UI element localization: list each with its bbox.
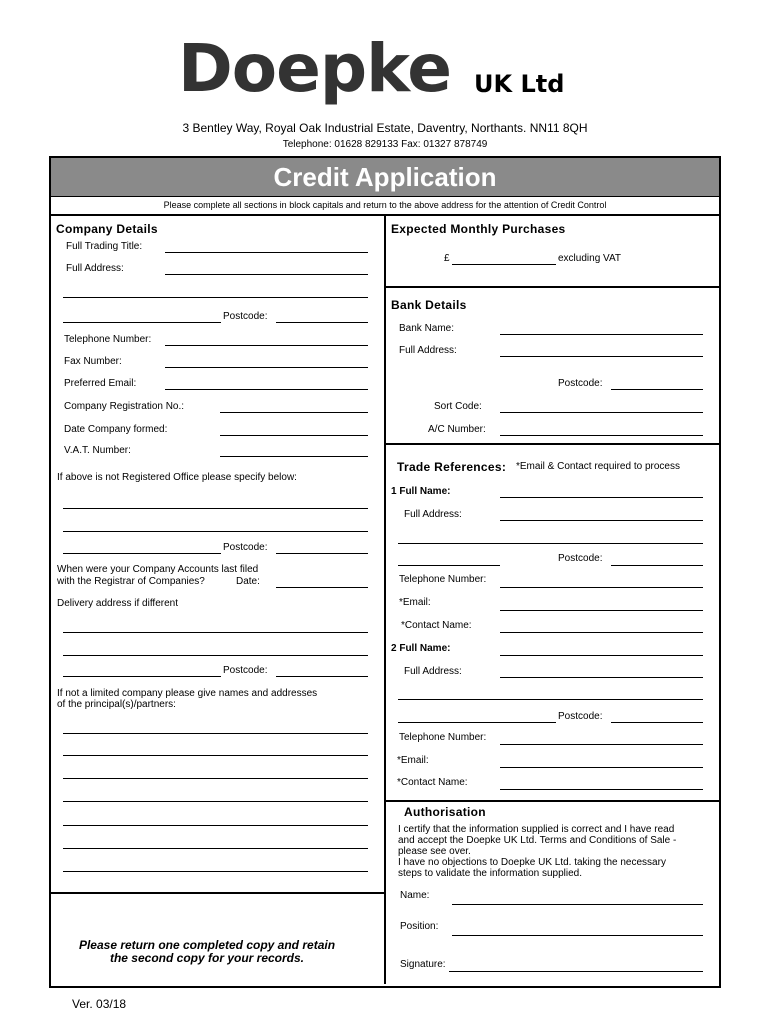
ref2-contact-field[interactable]: [500, 789, 703, 790]
delivery-address-field-3[interactable]: [63, 676, 221, 677]
trading-title-field[interactable]: [165, 252, 368, 253]
company-details-heading: Company Details: [56, 222, 158, 236]
registered-office-label: If above is not Registered Office please specify below:: [57, 472, 297, 483]
column-divider: [384, 215, 386, 984]
principals-field-5[interactable]: [63, 825, 368, 826]
accounts-question-line2: with the Registrar of Companies?: [57, 576, 205, 587]
authorisation-line: and accept the Doepke UK Ltd. Terms and Conditions of Sale -: [398, 835, 677, 846]
company-telephone-field[interactable]: [165, 345, 368, 346]
principals-label-line1: If not a limited company please give names and addresses: [57, 688, 318, 699]
principals-field-6[interactable]: [63, 848, 368, 849]
authorisation-line: I have no objections to Doepke UK Ltd. taking the necessary: [398, 857, 666, 868]
monthly-purchases-field[interactable]: [452, 264, 556, 265]
principals-field-4[interactable]: [63, 801, 368, 802]
ref2-name-field[interactable]: [500, 655, 703, 656]
ref1-address-field-2[interactable]: [398, 543, 703, 544]
ref1-contact-field[interactable]: [500, 632, 703, 633]
bank-address-field[interactable]: [500, 356, 703, 357]
ref2-address-field-2[interactable]: [398, 699, 703, 700]
auth-signature-field[interactable]: [449, 971, 703, 972]
trade-references-note: *Email & Contact required to process: [516, 461, 680, 472]
company-address-field-3[interactable]: [63, 322, 221, 323]
trade-references-heading: Trade References:: [397, 460, 507, 474]
ref1-name-field[interactable]: [500, 497, 703, 498]
delivery-postcode-field[interactable]: [276, 676, 368, 677]
delivery-address-field-1[interactable]: [63, 632, 368, 633]
sort-code-field[interactable]: [500, 412, 703, 413]
monthly-purchases-heading: Expected Monthly Purchases: [391, 222, 566, 236]
vat-number-label: V.A.T. Number:: [64, 445, 131, 456]
ref2-email-label: *Email:: [397, 755, 429, 766]
auth-signature-label: Signature:: [400, 959, 446, 970]
ref2-contact-label: *Contact Name:: [397, 777, 468, 788]
principals-field-3[interactable]: [63, 778, 368, 779]
bank-name-label: Bank Name:: [399, 323, 455, 334]
ref2-telephone-label: Telephone Number:: [399, 732, 487, 743]
auth-name-field[interactable]: [452, 904, 703, 905]
date-formed-field[interactable]: [220, 435, 368, 436]
ref1-address-field-1[interactable]: [500, 520, 703, 521]
delivery-address-field-2[interactable]: [63, 655, 368, 656]
ref1-contact-label: *Contact Name:: [401, 620, 472, 631]
delivery-address-label: Delivery address if different: [57, 598, 178, 609]
vat-number-field[interactable]: [220, 456, 368, 457]
company-address-field-1[interactable]: [165, 274, 368, 275]
ref1-telephone-field[interactable]: [500, 587, 703, 588]
company-email-field[interactable]: [165, 389, 368, 390]
auth-position-label: Position:: [400, 921, 439, 932]
authorisation-heading: Authorisation: [404, 805, 486, 819]
company-reg-field[interactable]: [220, 412, 368, 413]
trading-title-label: Full Trading Title:: [66, 241, 143, 252]
registered-office-postcode-label: Postcode:: [223, 542, 268, 553]
form-instructions: Please complete all sections in block capitals and return to the above address for the attention of Credit Control: [163, 200, 607, 210]
accounts-date-field[interactable]: [276, 587, 368, 588]
company-email-label: Preferred Email:: [64, 378, 137, 389]
form-title: Credit Application: [51, 158, 719, 196]
ref2-telephone-field[interactable]: [500, 744, 703, 745]
version-label: Ver. 03/18: [72, 997, 127, 1011]
ac-number-label: A/C Number:: [428, 424, 486, 435]
ref2-postcode-field[interactable]: [611, 722, 703, 723]
bank-postcode-label: Postcode:: [558, 378, 603, 389]
company-reg-label: Company Registration No.:: [64, 401, 185, 412]
bank-name-field[interactable]: [500, 334, 703, 335]
registered-office-postcode-field[interactable]: [276, 553, 368, 554]
company-contact-numbers: Telephone: 01628 829133 Fax: 01327 878749: [282, 139, 488, 150]
return-note-line1: Please return one completed copy and retain: [78, 938, 336, 952]
date-formed-label: Date Company formed:: [64, 424, 168, 435]
ref2-postcode-label: Postcode:: [558, 711, 603, 722]
ref1-email-label: *Email:: [399, 597, 431, 608]
ref1-address-label: Full Address:: [404, 509, 462, 520]
authorisation-line: please see over.: [398, 846, 471, 857]
company-logo: Doepke: [178, 30, 452, 107]
company-address: 3 Bentley Way, Royal Oak Industrial Estate, Daventry, Northants. NN11 8QH: [182, 121, 588, 135]
sort-code-label: Sort Code:: [434, 401, 482, 412]
company-postcode-label: Postcode:: [223, 311, 268, 322]
company-address-label: Full Address:: [66, 263, 124, 274]
ref1-postcode-label: Postcode:: [558, 553, 603, 564]
ref1-address-field-3[interactable]: [398, 565, 500, 566]
principals-field-1[interactable]: [63, 733, 368, 734]
ref1-name-label: 1 Full Name:: [391, 486, 451, 497]
ref2-name-label: 2 Full Name:: [391, 643, 451, 654]
company-fax-field[interactable]: [165, 367, 368, 368]
bank-address-label: Full Address:: [399, 345, 457, 356]
ref1-postcode-field[interactable]: [611, 565, 703, 566]
currency-symbol: £: [444, 253, 450, 264]
company-telephone-label: Telephone Number:: [64, 334, 152, 345]
registered-office-field-3[interactable]: [63, 553, 221, 554]
divider: [384, 800, 719, 802]
ref2-address-label: Full Address:: [404, 666, 462, 677]
principals-field-2[interactable]: [63, 755, 368, 756]
bank-details-heading: Bank Details: [391, 298, 467, 312]
principals-field-7[interactable]: [63, 871, 368, 872]
registered-office-field-1[interactable]: [63, 508, 368, 509]
registered-office-field-2[interactable]: [63, 531, 368, 532]
company-postcode-field[interactable]: [276, 322, 368, 323]
divider: [51, 196, 719, 197]
accounts-question-line1: When were your Company Accounts last filed: [57, 564, 259, 575]
ac-number-field[interactable]: [500, 435, 703, 436]
delivery-postcode-label: Postcode:: [223, 665, 268, 676]
auth-name-label: Name:: [400, 890, 430, 901]
authorisation-line: I certify that the information supplied is correct and I have read: [398, 824, 675, 835]
principals-label-line2: of the principal(s)/partners:: [57, 699, 176, 710]
excluding-vat-label: excluding VAT: [558, 253, 621, 264]
authorisation-line: steps to validate the information supplied.: [398, 868, 582, 879]
divider: [384, 286, 719, 288]
ref2-address-field-3[interactable]: [398, 722, 556, 723]
bank-postcode-field[interactable]: [611, 389, 703, 390]
ref1-telephone-label: Telephone Number:: [399, 574, 487, 585]
return-note-line2: the second copy for your records.: [109, 951, 305, 965]
ref2-address-field-1[interactable]: [500, 677, 703, 678]
company-logo-suffix: UK Ltd: [474, 70, 565, 98]
auth-position-field[interactable]: [452, 935, 703, 936]
ref1-email-field[interactable]: [500, 610, 703, 611]
divider: [384, 443, 719, 445]
company-fax-label: Fax Number:: [64, 356, 122, 367]
ref2-email-field[interactable]: [500, 767, 703, 768]
divider: [51, 892, 385, 894]
accounts-date-label: Date:: [236, 576, 260, 587]
authorisation-statement: [398, 824, 676, 879]
company-address-field-2[interactable]: [63, 297, 368, 298]
